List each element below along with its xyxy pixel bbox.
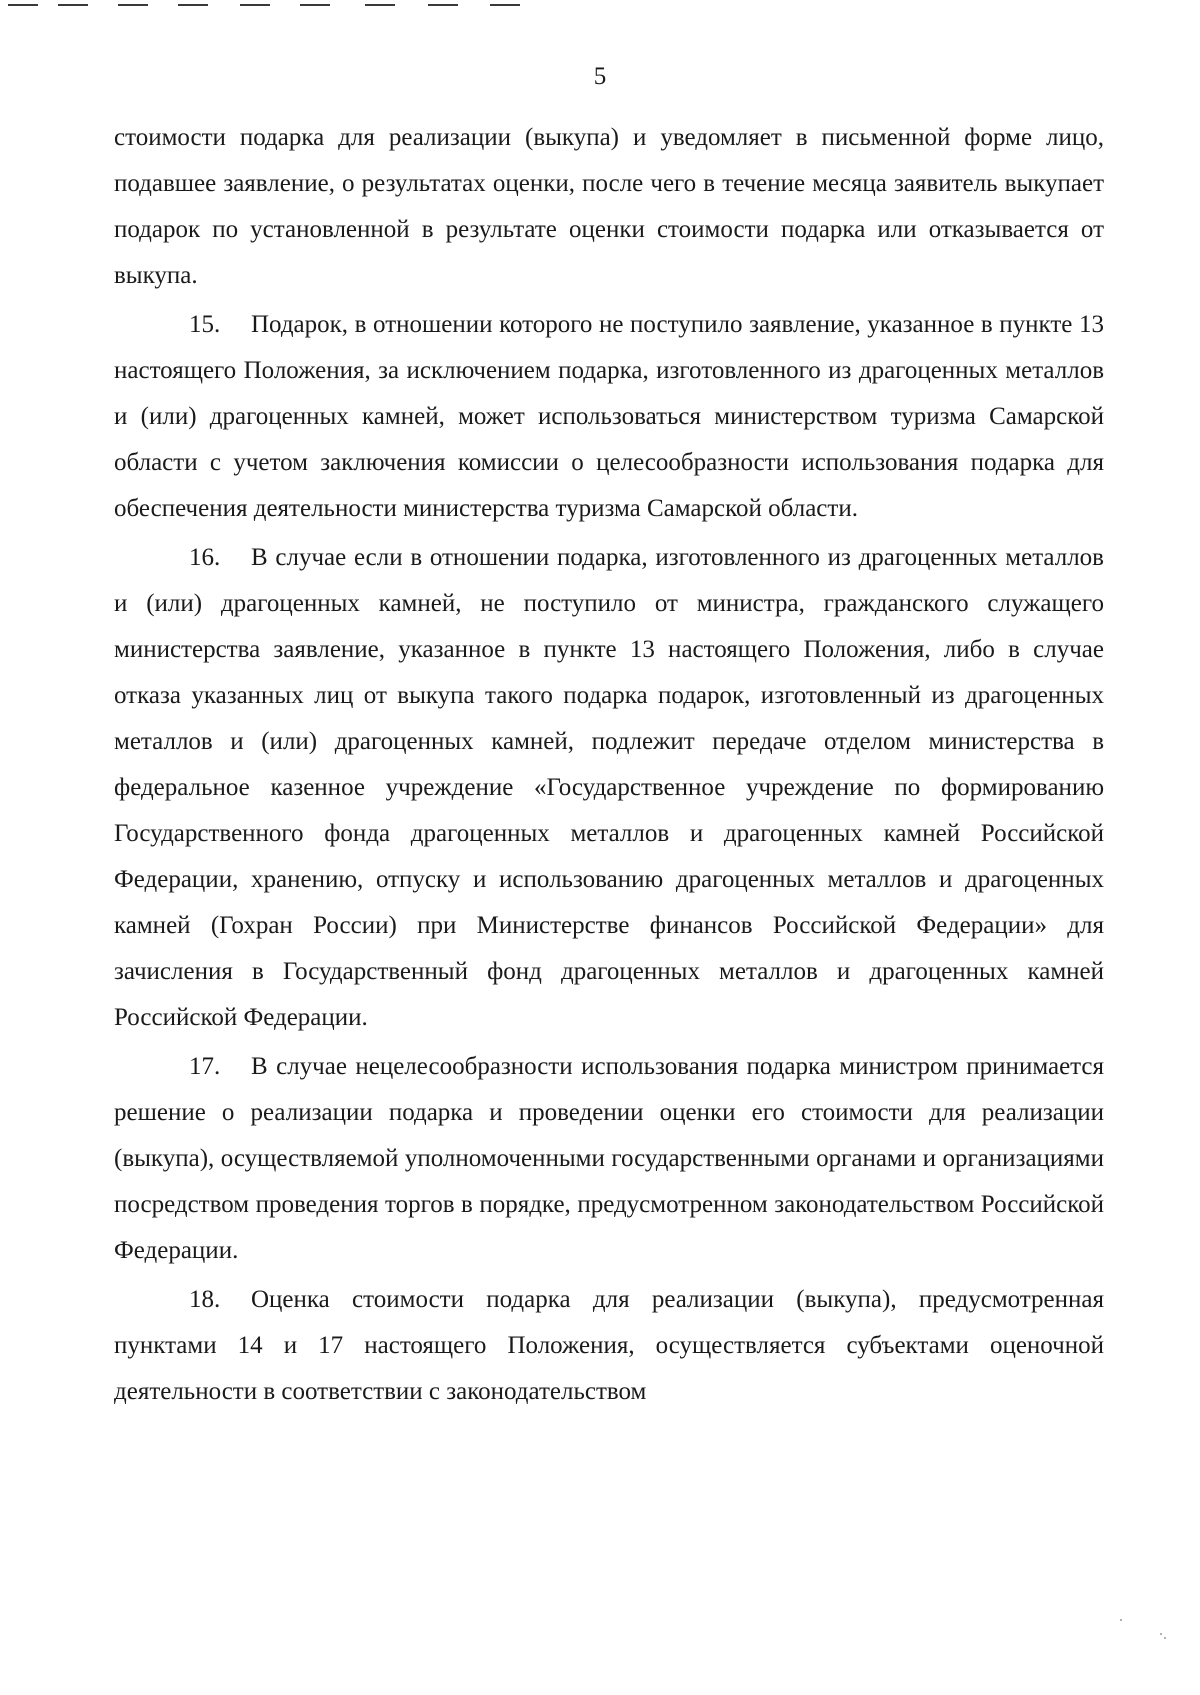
scan-edge-marks — [0, 0, 560, 12]
scan-edge-dash — [300, 4, 330, 6]
page-number: 5 — [593, 63, 607, 90]
scan-edge-dash — [240, 4, 270, 6]
paragraph-text: В случае нецелесообразности использования подарка министром принимается решение о реализации подарка и проведении оценки его стоимости для реализации (выкупа), осуществляемой уполномоченными государственными органами и организациями посредством проведения торгов в порядке, предусмотренном законодательством Российской Федерации. — [114, 1053, 1104, 1264]
scan-edge-dash — [365, 4, 395, 6]
scan-edge-dash — [8, 4, 38, 6]
scan-edge-dash — [58, 4, 88, 6]
paragraph-text: В случае если в отношении подарка, изготовленного из драгоценных металлов и (или) драгоценных камней, не поступило от министра, гражданского служащего министерства заявление, указанное в пункте 13 настоящего Положения, либо в случае отказа указанных лиц от выкупа такого подарка подарок, изготовленный из драгоценных металлов и (или) драгоценных камней, подлежит передаче отделом министерства в федеральное казенное учреждение «Государственное учреждение по формированию Государственного фонда драгоценных металлов и драгоценных камней Российской Федерации, хранению, отпуску и использованию драгоценных металлов и драгоценных камней (Гохран России) при Министерстве финансов Российской Федерации» для зачисления в Государственный фонд драгоценных металлов и драгоценных камней Российской Федерации. — [114, 544, 1104, 1031]
paragraph-text: Подарок, в отношении которого не поступило заявление, указанное в пункте 13 настоящего Положения, за исключением подарка, изготовленного из драгоценных металлов и (или) драгоценных камней, может использоваться министерством туризма Самарской области с учетом заключения комиссии о целесообразности использования подарка для обеспечения деятельности министерства туризма Самарской области. — [114, 311, 1104, 522]
scan-edge-dash — [178, 4, 208, 6]
paragraph-17 — [114, 1044, 1104, 1274]
paragraph-text: Оценка стоимости подарка для реализации (выкупа), предусмотренная пунктами 14 и 17 настоящего Положения, осуществляется субъектами оценочной деятельности в соответствии с законодательством — [114, 1286, 1104, 1405]
paragraph-continuation — [114, 115, 1104, 299]
scan-edge-dash — [428, 4, 458, 6]
paragraph-number: 17. — [189, 1053, 221, 1080]
paragraph-number: 15. — [189, 311, 221, 338]
paragraph-16 — [114, 535, 1104, 1041]
scan-speck — [1160, 1633, 1162, 1635]
scan-specks — [1114, 1611, 1174, 1661]
scan-edge-dash — [118, 4, 148, 6]
scan-speck — [1164, 1637, 1166, 1639]
paragraph-18 — [114, 1277, 1104, 1415]
scan-edge-dash — [490, 4, 520, 6]
scan-speck — [1120, 1619, 1122, 1621]
paragraph-number: 16. — [189, 544, 221, 571]
paragraph-text: стоимости подарка для реализации (выкупа) и уведомляет в письменной форме лицо, подавшее заявление, о результатах оценки, после чего в течение месяца заявитель выкупает подарок по установленной в результате оценки стоимости подарка или отказывается от выкупа. — [114, 124, 1104, 289]
paragraph-number: 18. — [189, 1286, 221, 1313]
document-body — [114, 115, 1104, 1418]
paragraph-15 — [114, 302, 1104, 532]
